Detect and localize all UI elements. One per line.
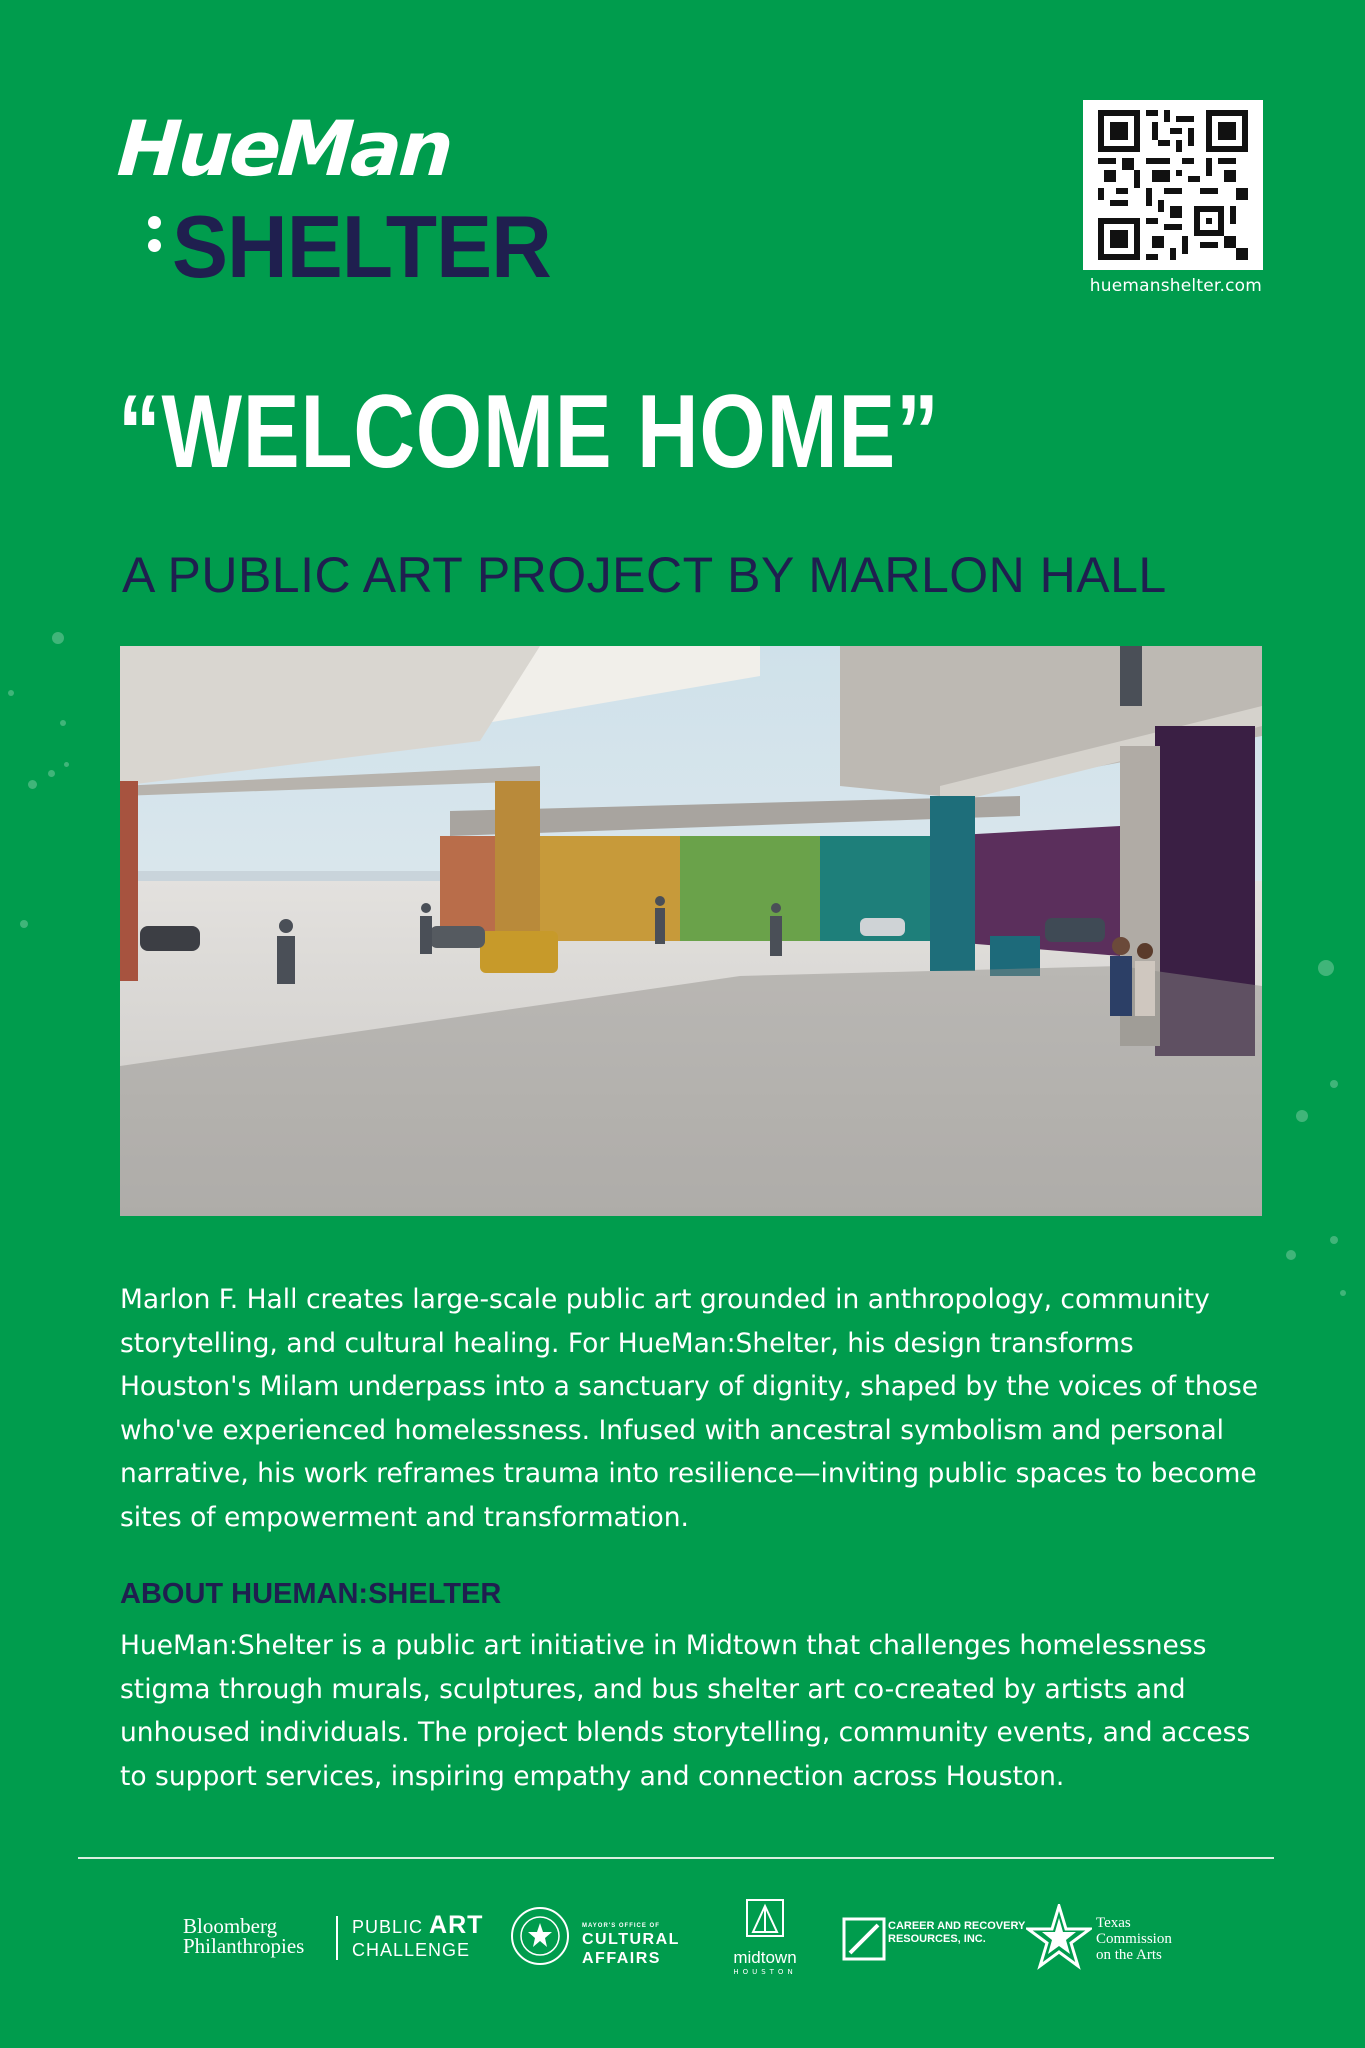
career-line2: RESOURCES, INC.	[888, 1933, 986, 1945]
cultural-line2: AFFAIRS	[582, 1950, 661, 1967]
bloomberg-line1: Bloomberg	[183, 1914, 278, 1938]
page-subtitle: A PUBLIC ART PROJECT BY MARLON HALL	[122, 547, 1167, 603]
texas-star-icon	[1026, 1904, 1092, 1970]
artist-bio-text: Marlon F. Hall creates large-scale public art grounded in anthropology, community storytelling, and cultural healing. For HueMan:Shelter, his design transforms Houston's Milam underpass into a sanctuary of dignity, shaped by the voices of those who've experienced homelessness. Infused with ancestral symbolism and personal narrative, his work reframes trauma into resilience—inviting public spaces to become sites of empowerment and transformation.	[120, 1284, 1259, 1533]
midtown-city: HOUSTON	[733, 1968, 797, 1976]
midtown-icon	[743, 1898, 787, 1942]
bloomberg-philanthropies-logo	[183, 1916, 304, 1956]
qr-code-icon[interactable]	[1083, 100, 1263, 270]
pac-line2: CHALLENGE	[352, 1940, 471, 1960]
career-recovery-icon	[842, 1917, 886, 1961]
logo-shelter-text: SHELTER	[172, 197, 551, 296]
midtown-name: midtown	[733, 1948, 797, 1967]
texas-line3: on the Arts	[1096, 1947, 1162, 1963]
texas-commission-arts-text	[1096, 1915, 1172, 1963]
bloomberg-line2: Philanthropies	[183, 1934, 305, 1958]
page-title: “WELCOME HOME”	[118, 374, 940, 490]
logo-colon	[148, 216, 162, 266]
about-heading: ABOUT HUEMAN:SHELTER	[120, 1578, 502, 1610]
texas-line1: Texas	[1096, 1915, 1131, 1931]
cultural-line1: CULTURAL	[582, 1931, 680, 1948]
career-recovery-text	[888, 1920, 1025, 1946]
career-line1: CAREER AND RECOVERY	[888, 1920, 1026, 1932]
underpass-rendering-image	[120, 646, 1262, 1216]
footer-divider	[78, 1857, 1274, 1859]
website-url[interactable]: huemanshelter.com	[1089, 276, 1262, 296]
cultural-affairs-logo	[582, 1922, 680, 1968]
pac-line1: PUBLIC	[352, 1917, 424, 1937]
city-seal-icon	[510, 1906, 570, 1966]
midtown-houston-logo	[720, 1898, 810, 1976]
public-art-challenge-logo	[352, 1911, 484, 1962]
sponsor-separator	[336, 1916, 338, 1960]
pac-art: ART	[429, 1911, 484, 1939]
texas-line2: Commission	[1096, 1931, 1172, 1947]
cultural-small: MAYOR'S OFFICE OF	[582, 1923, 660, 1929]
about-text: HueMan:Shelter is a public art initiative in Midtown that challenges homelessness stigma through murals, sculptures, and bus shelter art co-created by artists and unhoused individuals. The project blends storytelling, community events, and access to support services, inspiring empathy and connection across Houston.	[120, 1630, 1251, 1792]
hueman-shelter-logo	[114, 104, 551, 296]
logo-hueman-text: HueMan	[114, 104, 454, 193]
